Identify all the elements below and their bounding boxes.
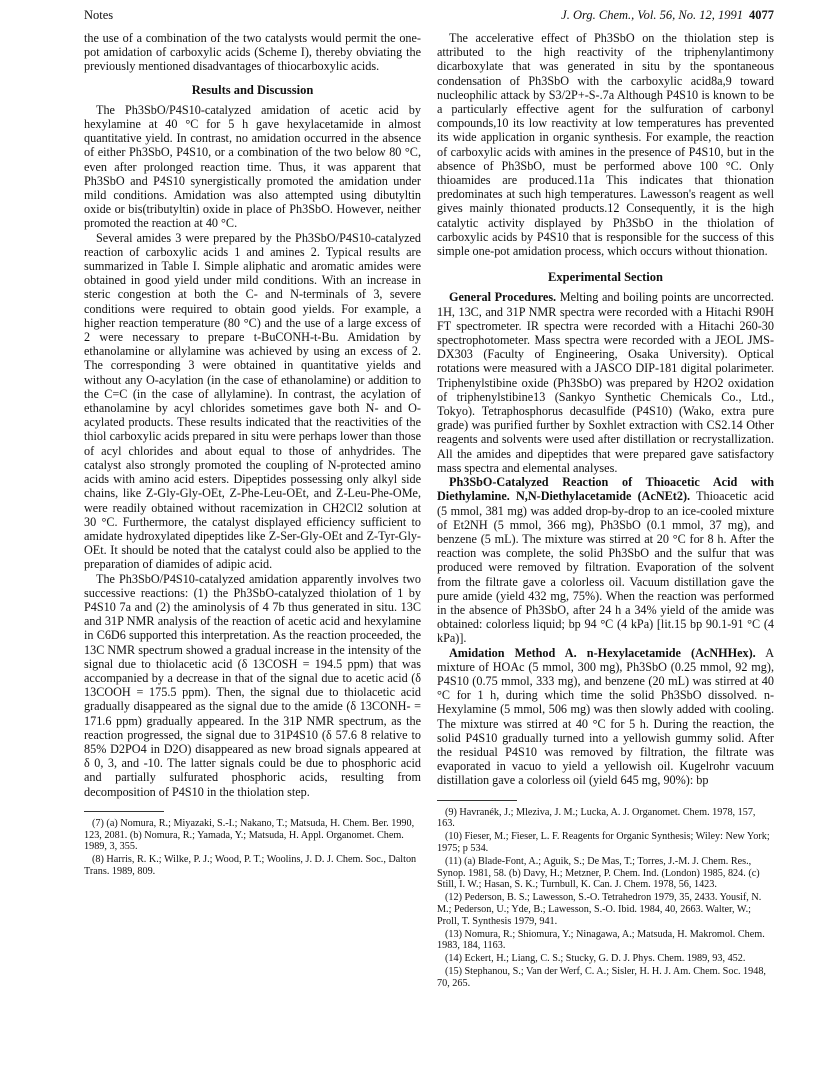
footnote-9: (9) Havranék, J.; Mleziva, J. M.; Lucka, A. J. Organomet. Chem. 1978, 157, 163. bbox=[437, 806, 756, 830]
results-paragraph-1: The Ph3SbO/P4S10-catalyzed amidation of acetic acid by hexylamine at 40 °C for 5 h gave hexylacetamide in almost quantitative yield. In contrast, no amidation occurred in the absence of either Ph3SbO, P4S10, or a combination of the two below 80 °C, even after prolonged reaction time. Thus, it was apparent that Ph3SbO and P4S10 synergistically promoted the amidation under mild conditions. Amidation was also attempted using dibutyltin oxide or bis(tributyltin) oxide in place of Ph3SbO. However, neither promoted the reaction at 40 °C. bbox=[84, 102, 421, 231]
footnote-divider bbox=[437, 800, 517, 801]
page-number: 4077 bbox=[749, 8, 774, 22]
footnote-13: (13) Nomura, R.; Shiomura, Y.; Ninagawa, A.; Matsuda, H. Makromol. Chem. 1983, 184, 1163. bbox=[437, 928, 765, 952]
left-column bbox=[84, 31, 421, 879]
footnote-divider bbox=[84, 811, 164, 812]
footnote-11: (11) (a) Blade-Font, A.; Aguik, S.; De Mas, T.; Torres, J.-M. J. Chem. Res., Synop. 1981, 58. (b) Davy, H.; Metzner, P. Chem. Ind. (London) 1985, 824. (c) Still, I. W.; Hasan, S. K.; Turnbull, K. Can. J. Chem. 1978, 56, 1423. bbox=[437, 855, 760, 891]
footnote-15: (15) Stephanou, S.; Van der Werf, C. A.; Sisler, H. H. J. Am. Chem. Soc. 1948, 70, 265. bbox=[437, 965, 766, 989]
experimental-heading: Experimental Section bbox=[548, 270, 663, 285]
results-paragraph-2: Several amides 3 were prepared by the Ph3SbO/P4S10-catalyzed reaction of carboxylic acids 1 and amines 2. Typical results are summarized in Table I. Simple aliphatic and aromatic amides were obtained in good yield under mild conditions. With an increase in steric congestion at both the C- and N-terminals of 3, severe conditions were required to obtain good yields. For example, a higher reaction temperature (80 °C) and the use of a large excess of 2 were necessary to prepare t-BuCONH-t-Bu. Amidation by ethanolamine or allylamine was achieved by using an excess of 2. The corresponding 3 were obtained in quantitative yields and without any O-acylation (in the case of ethanolamine) or addition to the C=C (in the case of allylamine). In contrast, the acylation of ethanolamine by acyl chlorides sometimes gave both N- and O-acylated products. These results indicated that the reactivities of the thiol carboxylic acids prepared in situ were perhaps lower than those of acyl chlorides and about equal to those of anhydrides. The catalyst also strongly promoted the coupling of N-protected amino acids with amino acid esters. Dipeptides possessing only alkyl side chains, like Z-Gly-Gly-OEt, Z-Phe-Leu-OEt, and Z-Leu-Phe-OMe, were readily obtained without racemization in CH2Cl2 solution at 30 °C. Furthermore, the catalyst displayed efficiency sufficient to amidate hydroxylated dipeptides like Z-Ser-Gly-OEt and Z-Tyr-Gly-OEt. It should be noted that the catalyst could also be applied to the preparation of diamides of adipic acid. bbox=[84, 230, 421, 572]
amidation-text: A mixture of HOAc (5 mmol, 300 mg), Ph3SbO (0.25 mmol, 92 mg), P4S10 (0.75 mmol, 333 mg), and benzene (20 mL) was stirred at 40 °C for 1 h, during which time the solid Ph3SbO dissolved. n-Hexylamine (5 mmol, 506 mg) was then slowly added with cooling. The mixture was stirred at 40 °C for 5 h. During the reaction, the solid P4S10 gradually turned into a yellowish gummy solid. After the residual P4S10 was removed by filtration, the filtrate was evaporated in vacuo to yield a yellowish oil. Kugelrohr vacuum distillation gave a colorless oil (yield 645 mg, 90%): bp bbox=[437, 645, 775, 788]
footnote-12: (12) Pederson, B. S.; Lawesson, S.-O. Tetrahedron 1979, 35, 2433. Yousif, N. M.; Pederson, U.; Yde, B.; Lawesson, S.-O. Ibid. 1984, 40, 2663. Walter, W.; Proll, T. Synthesis 1979, 941. bbox=[437, 892, 762, 927]
section-label: Notes bbox=[84, 8, 114, 22]
thioacetic-procedure bbox=[437, 475, 774, 645]
thioacetic-text: Thioacetic acid (5 mmol, 381 mg) was added drop-by-drop to an ice-cooled mixture of Et2NH (5 mmol, 366 mg), Ph3SbO (0.1 mmol, 37 mg), and benzene (5 mL). The mixture was stirred at 20 °C for 8 h. After the reaction was complete, the solid Ph3SbO and the sulfur that was produced were removed by filtration. Evaporation of the solvent from the filtrate gave a colorless oil. Vacuum distillation gave the pure amide (yield 432 mg, 75%). When the reaction was performed in the absence of Ph3SbO, after 24 h a 34% yield of the amide was obtained: colorless liquid; bp 94 °C (4 kPa) [lit.15 bp 90.1-91 °C (4 kPa)]. bbox=[437, 489, 775, 646]
footnote-8: (8) Harris, R. K.; Wilke, P. J.; Wood, P. T.; Woolins, J. D. J. Chem. Soc., Dalton Trans. 1989, 809. bbox=[84, 854, 417, 877]
results-heading: Results and Discussion bbox=[191, 82, 314, 97]
footnote-7: (7) (a) Nomura, R.; Miyazaki, S.-I.; Nakano, T.; Matsuda, H. Chem. Ber. 1990, 123, 2081. (b) Nomura, R.; Yamada, Y.; Matsuda, H. Appl. Organomet. Chem. 1989, 3, 355. bbox=[84, 817, 415, 853]
right-column bbox=[437, 31, 774, 991]
footnote-10: (10) Fieser, M.; Fieser, L. F. Reagents for Organic Synthesis; Wiley: New York; 1975; p 534. bbox=[437, 831, 770, 854]
general-procedures bbox=[437, 290, 774, 475]
journal-name: J. Org. Chem., Vol. 56, No. 12, 1991 bbox=[561, 8, 743, 22]
journal-citation bbox=[561, 8, 774, 23]
thioacetic-title: Ph3SbO-Catalyzed Reaction of Thioacetic Acid with Diethylamine. N,N-Diethylacetamide (AcNEt2). bbox=[437, 475, 774, 504]
general-procedures-text: Melting and boiling points are uncorrected. 1H, 13C, and 31P NMR spectra were recorded with a Hitachi R90H FT spectrometer. IR spectra were recorded with a Hitachi 260-30 spectrophotometer. Mass spectra were recorded with a JEOL JMS-DX303 (Faculty of Engineering, Osaka University). Optical rotations were measured with a JASCO DIP-181 digital polarimeter. Triphenylstibine oxide (Ph3SbO) was prepared by H2O2 oxidation of triphenylstibine13 (Sankyo Synthetic Chemicals Co., Ltd., Tokyo). Tetraphosphorus decasulfide (P4S10) (Wako, extra pure grade) was purified further by Soxhlet extraction with CS2.14 Other reagents and solvents were used after distillation or recrystallization. All the amides and dipeptides that were prepared gave satisfactory mass spectra and elemental analyses. bbox=[437, 290, 774, 475]
discussion-paragraph: The accelerative effect of Ph3SbO on the thiolation step is attributed to the high reactivity of the triphenylantimony dicarboxylate that was generated in situ by the spontaneous condensation of Ph3SbO with the carboxylic acid8a,9 toward nucleophilic attack by S3/2P+-S-.7a Although P4S10 is known to be a particularly effective agent for the sulfuration of carbonyl compounds,10 its low reactivity at low temperatures has prevented its wide application in organic synthesis. For example, the reaction of carboxylic acids with amines in the presence of P4S10, but in the absence of Ph3SbO, must be performed above 100 °C. Only thioamides are produced.11a This indicates that thionation predominates at such high temperatures. Lawesson's reagent as well gives mainly thionated products.12 Consequently, it is the high catalytic activity displayed by Ph3SbO in the thiolation of carboxylic acids by P4S10 that is responsible for the success of this simple one-pot amidation process, which occurs without thionation. bbox=[437, 31, 774, 259]
results-paragraph-3: The Ph3SbO/P4S10-catalyzed amidation apparently involves two successive reactions: (1) the Ph3SbO-catalyzed thiolation of 1 by P4S10 7a and (2) the aminolysis of 4 7b thus generated in situ. 13C and 31P NMR analysis of the reaction of acetic acid and hexylamine in C6D6 supported this interpretation. As the reaction proceeded, the 13C NMR spectrum showed a gradual increase in the intensity of the signal due to thiolacetic acid (δ 13COSH = 194.5 ppm) that was accompanied by a decrease in that of the signal due to acetic acid (δ 13COOH = 175.5 ppm). Then, the signal due to thiolacetic acid gradually disappeared as the signal due to the amide (δ 13CONH- = 171.6 ppm) gradually appeared. In the 31P NMR spectrum, as the reaction progressed, the signal due to 31P4S10 (δ 57.6 8 relative to 85% D2PO4 in D2O) disappeared as new broad signals appeared at δ 0, 3, and -10. The latter signals could be due to phosphoric acid and partially sulfurated phosphoric acids, resulting from decomposition of P4S10 in the thiolation step. bbox=[84, 571, 421, 799]
footnote-14: (14) Eckert, H.; Liang, C. S.; Stucky, G. D. J. Phys. Chem. 1989, 93, 452. bbox=[445, 953, 746, 965]
intro-paragraph: the use of a combination of the two catalysts would permit the one-pot amidation of carboxylic acids (Scheme I), thereby obviating the previously mentioned disadvantages of thiocarboxylic acids. bbox=[84, 31, 421, 74]
running-header bbox=[84, 8, 774, 28]
amidation-procedure bbox=[437, 646, 774, 788]
general-procedures-title: General Procedures. bbox=[449, 290, 557, 305]
amidation-title: Amidation Method A. n-Hexylacetamide (AcNHHex). bbox=[449, 645, 756, 660]
